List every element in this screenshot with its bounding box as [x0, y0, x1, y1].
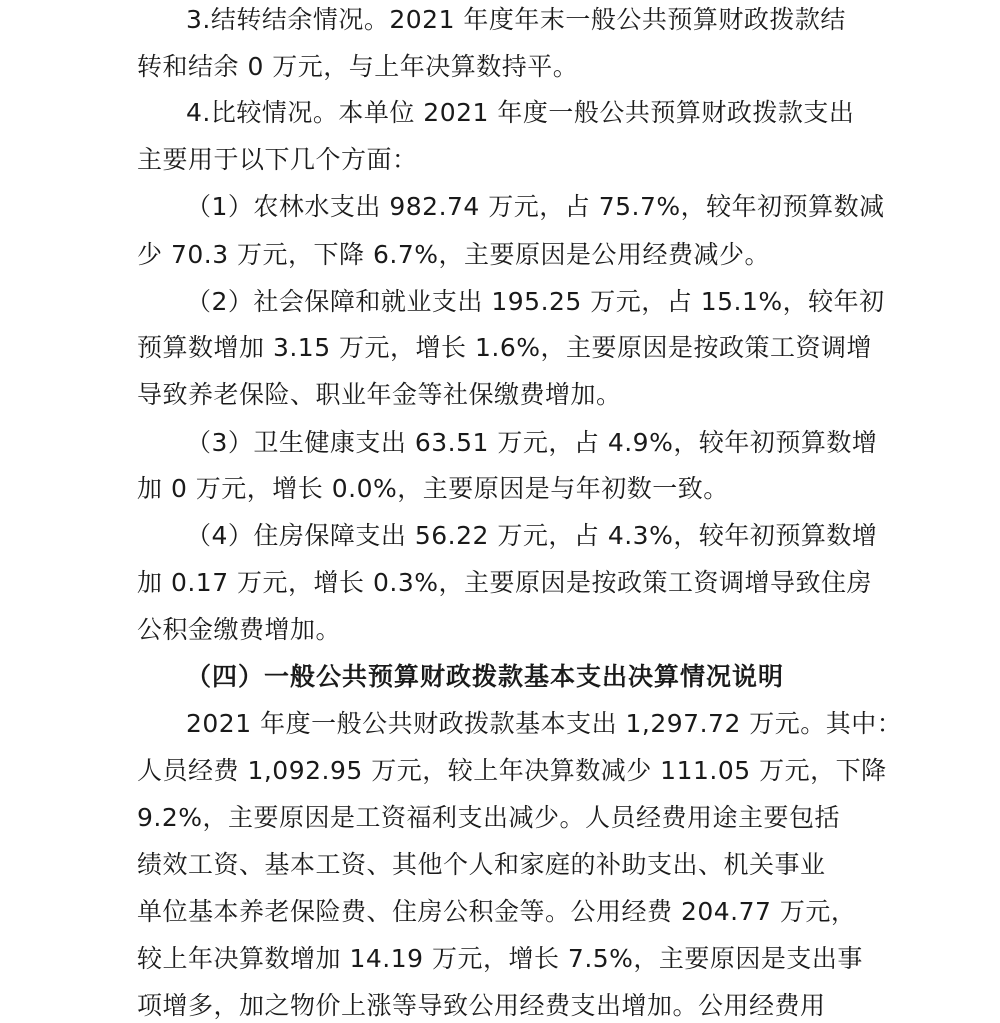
text-line-5: （1）农林水支出 982.74 万元，占 75.7%，较年初预算数减	[186, 192, 885, 221]
section-heading: （四）一般公共预算财政拨款基本支出决算情况说明	[186, 662, 785, 691]
text-line-22: 项增多，加之物价上涨等导致公用经费支出增加。公用经费用	[137, 991, 826, 1020]
text-line-14: 公积金缴费增加。	[137, 615, 342, 644]
text-line-12: （4）住房保障支出 56.22 万元，占 4.3%，较年初预算数增	[186, 521, 878, 550]
text-line-18: 9.2%，主要原因是工资福利支出减少。人员经费用途主要包括	[137, 803, 841, 832]
text-line-1: 3.结转结余情况。2021 年度年末一般公共预算财政拨款结	[186, 5, 846, 34]
text-line-9: 导致养老保险、职业年金等社保缴费增加。	[137, 380, 622, 409]
text-line-16: 2021 年度一般公共财政拨款基本支出 1,297.72 万元。其中：	[186, 709, 903, 738]
text-line-7: （2）社会保障和就业支出 195.25 万元，占 15.1%，较年初	[186, 287, 885, 316]
text-line-6: 少 70.3 万元，下降 6.7%，主要原因是公用经费减少。	[137, 240, 771, 269]
text-line-13: 加 0.17 万元，增长 0.3%，主要原因是按政策工资调增导致住房	[137, 568, 873, 597]
text-line-11: 加 0 万元，增长 0.0%，主要原因是与年初数一致。	[137, 474, 729, 503]
text-line-4: 主要用于以下几个方面：	[137, 145, 418, 174]
text-line-19: 绩效工资、基本工资、其他个人和家庭的补助支出、机关事业	[137, 850, 826, 879]
text-line-20: 单位基本养老保险费、住房公积金等。公用经费 204.77 万元，	[137, 897, 857, 926]
text-line-10: （3）卫生健康支出 63.51 万元，占 4.9%，较年初预算数增	[186, 428, 878, 457]
text-line-17: 人员经费 1,092.95 万元，较上年决算数减少 111.05 万元，下降	[137, 756, 887, 785]
text-line-3: 4.比较情况。本单位 2021 年度一般公共预算财政拨款支出	[186, 98, 855, 127]
text-line-8: 预算数增加 3.15 万元，增长 1.6%，主要原因是按政策工资调增	[137, 333, 873, 362]
text-line-21: 较上年决算数增加 14.19 万元，增长 7.5%，主要原因是支出事	[137, 944, 863, 973]
text-line-2: 转和结余 0 万元，与上年决算数持平。	[137, 52, 579, 81]
